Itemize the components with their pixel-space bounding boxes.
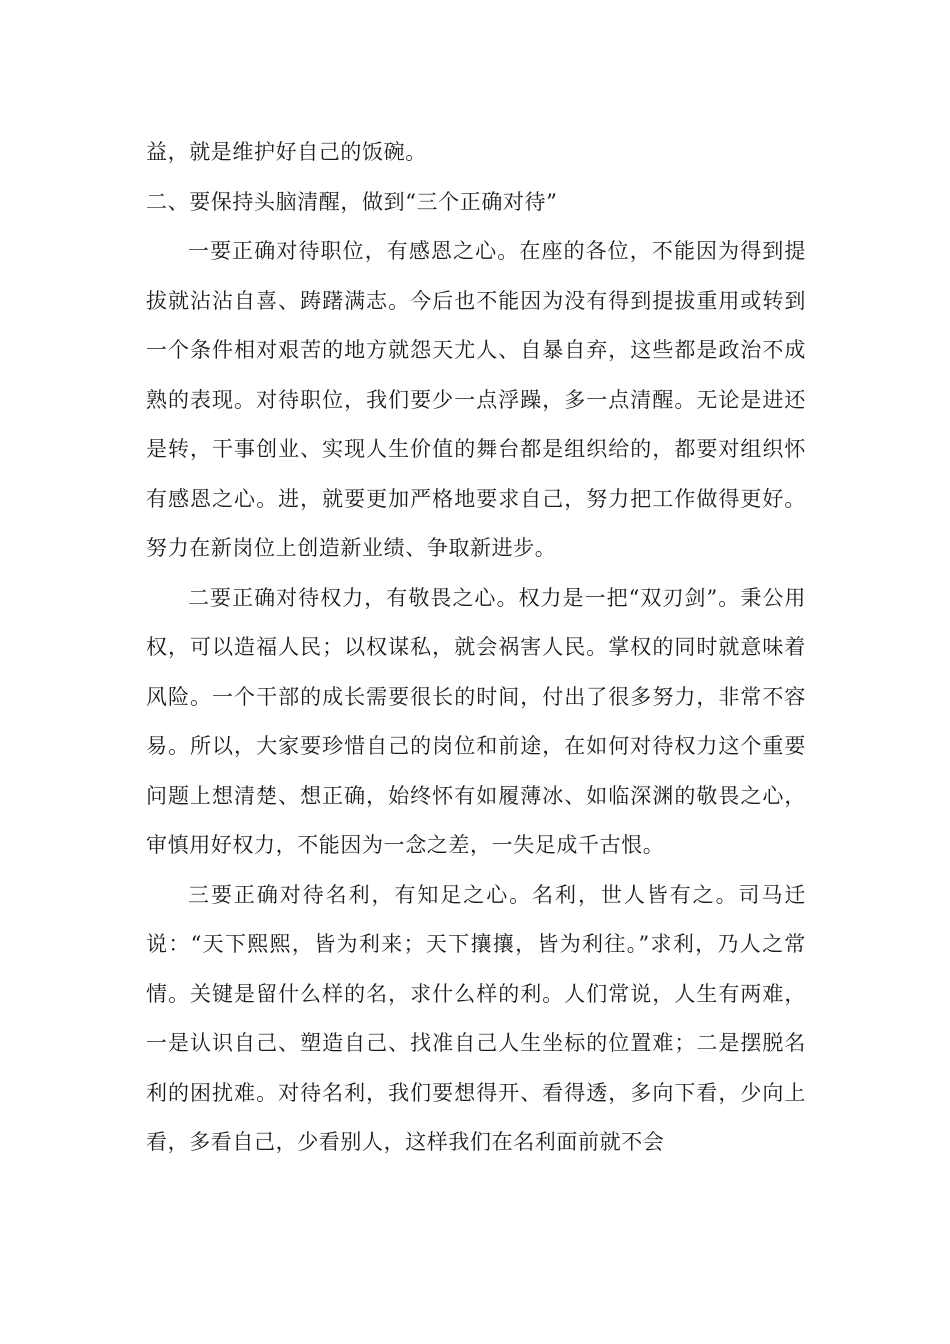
section-heading: 二、要保持头脑清醒，做到“三个正确对待” <box>146 189 558 214</box>
paragraph-continuation: 益，就是维护好自己的饭碗。 <box>146 140 427 164</box>
paragraph-fame: 三要正确对待名利，有知足之心。名利，世人皆有之。司马迁说：“天下熙熙，皆为利来；天下攘攘，皆为利往。”求利，乃人之常情。关键是留什么样的名，求什么样的利。人们常说，人生有两难，一是认识自己、塑造自己、找准自己人生坐标的位置难；二是摆脱名利的困扰难。对待名利，我们要想得开、看得透，多向下看，少向上看，多看自己，少看别人，这样我们在名利面前就不会 <box>146 882 806 1154</box>
paragraph-power: 二要正确对待权力，有敬畏之心。权力是一把“双刃剑”。秉公用权，可以造福人民；以权谋私，就会祸害人民。掌权的同时就意味着风险。一个干部的成长需要很长的时间，付出了很多努力，非常不容易。所以，大家要珍惜自己的岗位和前途，在如何对待权力这个重要问题上想清楚、想正确，始终怀有如履薄冰、如临深渊的敬畏之心，审慎用好权力，不能因为一念之差，一失足成千古恨。 <box>146 585 806 857</box>
document-body <box>146 128 806 1168</box>
paragraph-position: 一要正确对待职位，有感恩之心。在座的各位，不能因为得到提拔就沾沾自喜、踌躇满志。今后也不能因为没有得到提拔重用或转到一个条件相对艰苦的地方就怨天尤人、自暴自弃，这些都是政治不成熟的表现。对待职位，我们要少一点浮躁，多一点清醒。无论是进还是转，干事创业、实现人生价值的舞台都是组织给的，都要对组织怀有感恩之心。进，就要更加严格地要求自己，努力把工作做得更好。努力在新岗位上创造新业绩、争取新进步。 <box>146 239 806 560</box>
